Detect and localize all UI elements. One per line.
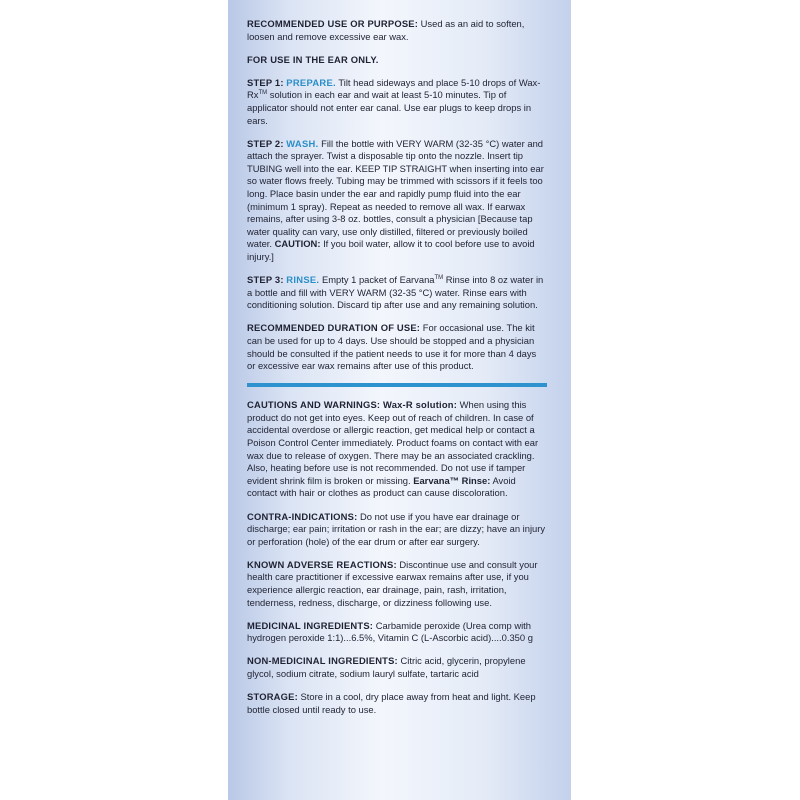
step-3-action: RINSE. bbox=[286, 274, 320, 286]
step-3-text-a: Empty 1 packet of Earvana bbox=[321, 274, 435, 286]
medicinal-text: Carbamide peroxide (Urea comp with hydrogen peroxide 1:1)...6.5%, Vitamin C (L-Ascorbic acid)....0.350 g bbox=[247, 619, 533, 644]
step-2-caution-text: If you boil water, allow it to cool before use to avoid injury.] bbox=[247, 238, 535, 262]
adverse-label: KNOWN ADVERSE REACTIONS: bbox=[247, 558, 397, 570]
medicinal-label: MEDICINAL INGREDIENTS: bbox=[247, 619, 374, 631]
cautions-section bbox=[247, 399, 547, 500]
cautions-text: When using this product do not get into eyes. Keep out of reach of children. In case of accidental overdose or allergic reaction, get medical help or contact a Poison Control Center immediately. Product foams on contact with ear wax due to release of oxygen. There may be an associated crackling. Also, heating before use is not recommended. Do not use if tamper evident shrink film is broken or missing. bbox=[247, 399, 539, 486]
step-3-trademark: TM bbox=[434, 274, 444, 281]
step-1-label: STEP 1: bbox=[247, 76, 284, 88]
recommended-use-text: Used as an aid to soften, loosen and remove excessive ear wax. bbox=[247, 18, 525, 42]
duration-text: For occasional use. The kit can be used for up to 4 days. Use should be stopped and a physician should be consulted if the patient needs to use it for more than 4 days or excessive ear wax remains after use of this product. bbox=[247, 322, 537, 372]
recommended-use-section bbox=[247, 18, 547, 43]
step-1-section bbox=[247, 77, 547, 127]
duration-label: RECOMMENDED DURATION OF USE: bbox=[247, 322, 421, 334]
step-2-label: STEP 2: bbox=[247, 137, 284, 149]
medicinal-section bbox=[247, 620, 547, 645]
step-1-trademark: TM bbox=[258, 90, 268, 97]
non-medicinal-text: Citric acid, glycerin, propylene glycol, sodium citrate, sodium lauryl sulfate, tartaric acid bbox=[247, 655, 526, 679]
duration-section bbox=[247, 322, 547, 372]
storage-label: STORAGE: bbox=[247, 691, 298, 703]
storage-text: Store in a cool, dry place away from heat and light. Keep bottle closed until ready to use. bbox=[247, 691, 536, 715]
step-1-action: PREPARE. bbox=[286, 76, 336, 88]
non-medicinal-section bbox=[247, 655, 547, 680]
cautions-rinse-text: Avoid contact with hair or clothes as product can cause discoloration. bbox=[247, 474, 516, 499]
step-3-label: STEP 3: bbox=[247, 274, 284, 286]
recommended-use-label: RECOMMENDED USE OR PURPOSE: bbox=[247, 18, 419, 29]
contra-label: CONTRA-INDICATIONS: bbox=[247, 510, 358, 522]
label-content bbox=[247, 18, 547, 727]
step-2-section bbox=[247, 138, 547, 264]
non-medicinal-label: NON-MEDICINAL INGREDIENTS: bbox=[247, 655, 398, 667]
step-1-text-b: solution in each ear and wait at least 5-10 minutes. Tip of applicator should not enter ear canal. Use ear plugs to keep drops in ears. bbox=[247, 89, 532, 126]
section-divider bbox=[247, 383, 547, 387]
ear-only-label: FOR USE IN THE EAR ONLY. bbox=[247, 53, 379, 65]
step-1-text-a: Tilt head sideways and place 5-10 drops of Wax-Rx bbox=[247, 76, 541, 101]
storage-section bbox=[247, 691, 547, 716]
adverse-text: Discontinue use and consult your health care practitioner if excessive earwax remains after use, if you experience allergic reaction, ear drainage, pain, rash, irritation, tenderness, redness, discharge, or dizziness following use. bbox=[247, 558, 538, 608]
step-2-caution-label: CAUTION: bbox=[274, 238, 321, 250]
contra-text: Do not use if you have ear drainage or discharge; ear pain; irritation or rash in the ear; are dizzy; have an injury or perforation (hole) of the ear drum or after ear surgery. bbox=[247, 510, 546, 547]
cautions-label: CAUTIONS AND WARNINGS: Wax-R solution: bbox=[247, 399, 458, 411]
ear-only-section bbox=[247, 54, 547, 67]
contra-section bbox=[247, 511, 547, 549]
step-3-section bbox=[247, 274, 547, 312]
adverse-section bbox=[247, 559, 547, 609]
step-2-action: WASH. bbox=[286, 137, 319, 149]
cautions-rinse-label: Earvana™ Rinse: bbox=[413, 474, 491, 486]
step-2-text: Fill the bottle with VERY WARM (32-35 °C) water and attach the sprayer. Twist a disposable tip onto the nozzle. Insert tip TUBING well into the ear. KEEP TIP STRAIGHT when inserting into ear so water flows freely. Tubing may be trimmed with scissors if it feels too long. Place basin under the ear and rapidly pump fluid into the ear (minimum 1 spray). Repeat as needed to remove all wax. If earwax remains, after using 3-8 oz. bottles, consult a physician [Because tap water quality can vary, use only distilled, filtered or previously boiled water. bbox=[247, 137, 544, 250]
step-3-text-b: Rinse into 8 oz water in a bottle and fill with VERY WARM (32-35 °C) water. Rinse ears with conditioning solution. Discard tip after use and any remaining solution. bbox=[247, 274, 544, 311]
